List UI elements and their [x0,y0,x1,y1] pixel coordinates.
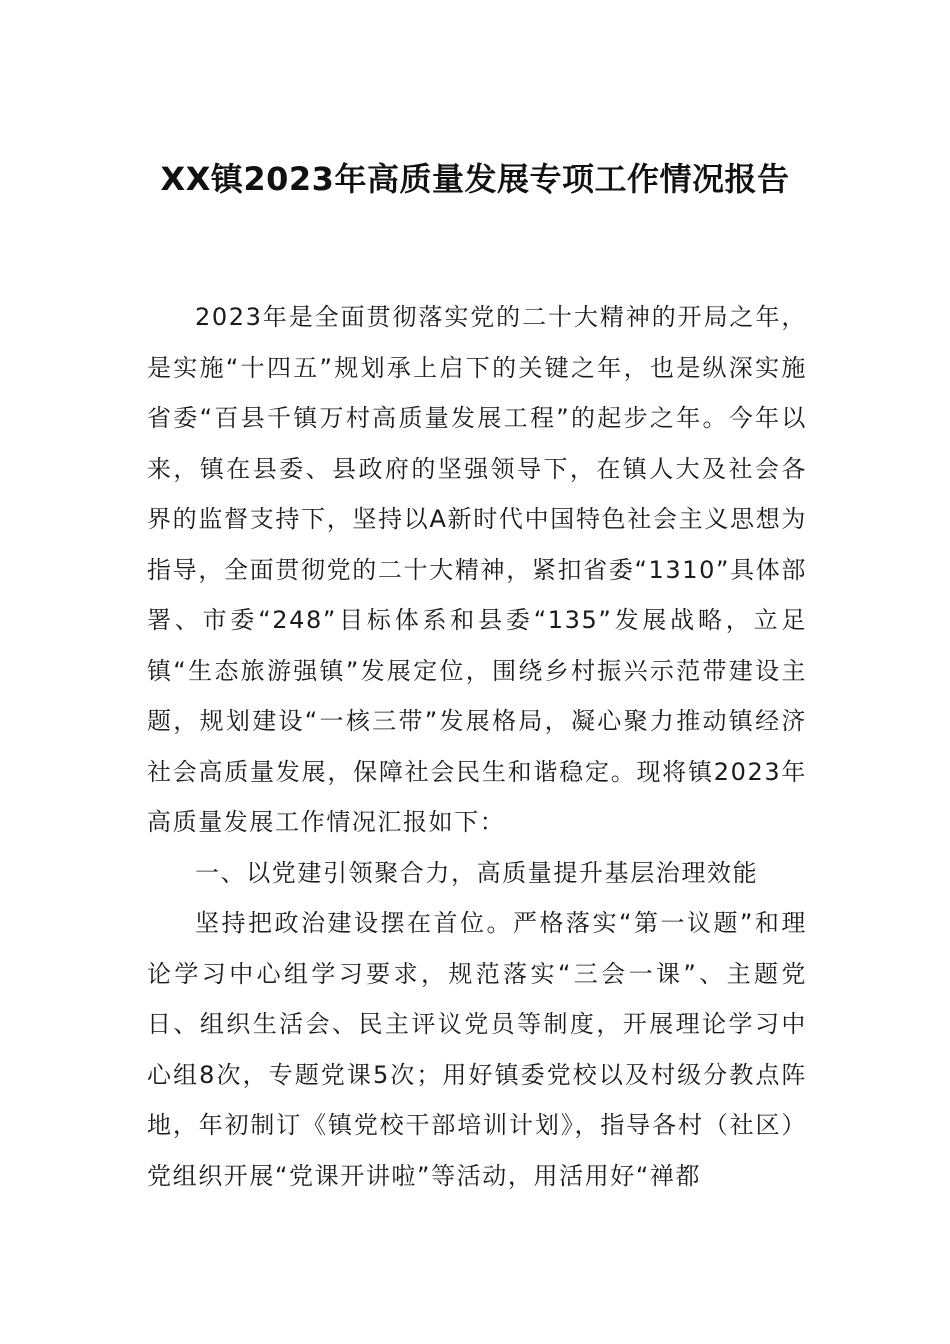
document-body [147,292,807,1201]
body-paragraph: 坚持把政治建设摆在首位。严格落实“第一议题”和理论学习中心组学习要求，规范落实“三会一课”、主题党日、组织生活会、民主评议党员等制度，开展理论学习中心组8次，专题党课5次；用好镇委党校以及村级分教点阵地，年初制订《镇党校干部培训计划》，指导各村（社区）党组织开展“党课开讲啦”等活动，用活用好“禅都 [147,909,807,1190]
section-heading-1: 一、以党建引领聚合力，高质量提升基层治理效能 [195,858,759,887]
intro-paragraph: 2023年是全面贯彻落实党的二十大精神的开局之年，是实施“十四五”规划承上启下的关键之年，也是纵深实施省委“百县千镇万村高质量发展工程”的起步之年。今年以来，镇在县委、县政府的坚强领导下，在镇人大及社会各界的监督支持下，坚持以A新时代中国特色社会主义思想为指导，全面贯彻党的二十大精神，紧扣省委“1310”具体部署、市委“248”目标体系和县委“135”发展战略，立足镇“生态旅游强镇”发展定位，围绕乡村振兴示范带建设主题，规划建设“一核三带”发展格局，凝心聚力推动镇经济社会高质量发展，保障社会民生和谐稳定。现将镇2023年高质量发展工作情况汇报如下： [147,303,807,836]
document-title: XX镇2023年高质量发展专项工作情况报告 [160,160,790,198]
